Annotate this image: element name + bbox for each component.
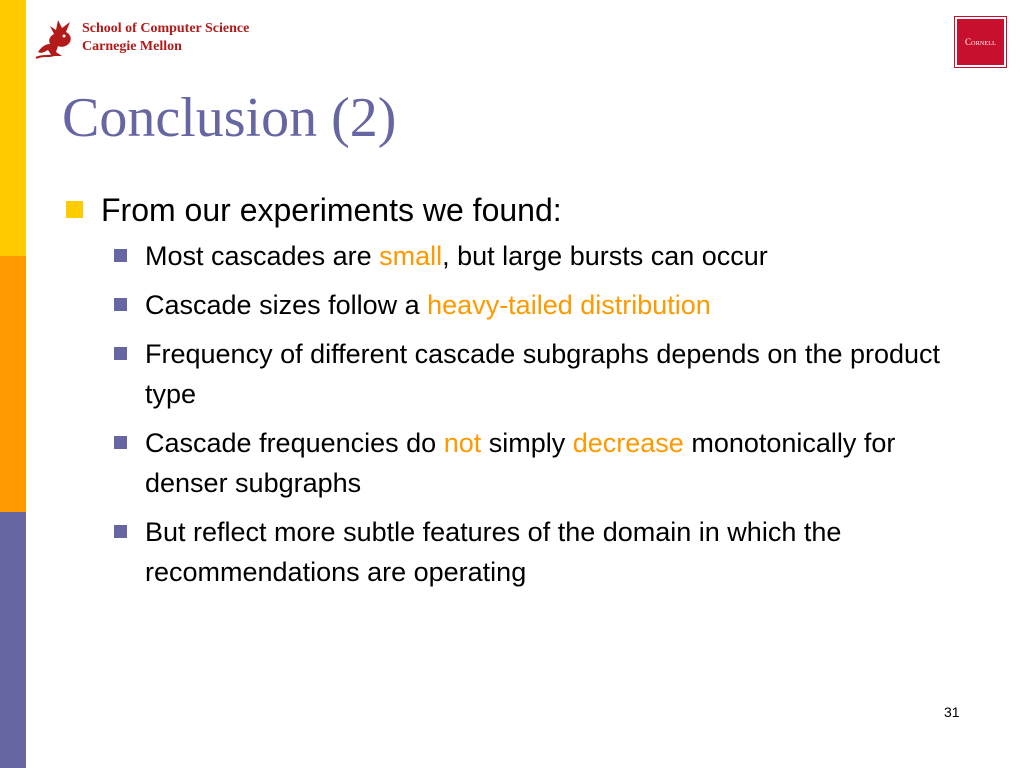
sub-bullet-5	[114, 512, 966, 592]
sub-bullet-text: But reflect more subtle features of the domain in which the recommendations are operating	[145, 517, 842, 587]
square-bullet-icon	[114, 525, 127, 538]
cornell-logo-text: Cornell	[964, 37, 997, 47]
main-bullet	[66, 188, 966, 232]
sub-bullet-list	[114, 236, 966, 592]
sub-bullet-text: Cascade sizes follow a heavy-tailed distribution	[145, 290, 711, 320]
cmu-line-2: Carnegie Mellon	[82, 39, 182, 54]
square-bullet-icon	[114, 436, 127, 449]
sub-bullet-text: Most cascades are small, but large bursts can occur	[145, 241, 768, 271]
square-bullet-icon	[114, 298, 127, 311]
side-bar-purple	[0, 512, 26, 768]
square-bullet-icon	[114, 347, 127, 360]
sub-bullet-4	[114, 423, 966, 503]
highlight-text: not	[443, 428, 482, 458]
sub-bullet-1	[114, 236, 966, 276]
slide-content	[66, 188, 966, 601]
cornell-logo	[955, 17, 1006, 67]
dragon-icon	[34, 16, 76, 60]
sub-bullet-3	[114, 334, 966, 414]
highlight-text: heavy-tailed distribution	[427, 290, 711, 320]
page-number: 31	[944, 704, 960, 720]
square-bullet-icon	[114, 249, 127, 262]
highlight-text: small	[379, 241, 443, 271]
cmu-line-1: School of Computer Science	[82, 21, 250, 36]
cmu-logo	[34, 16, 249, 60]
side-bar-yellow	[0, 0, 26, 256]
main-bullet-text: From our experiments we found:	[101, 192, 562, 228]
highlight-text: decrease	[572, 428, 684, 458]
side-bar-orange	[0, 256, 26, 512]
sub-bullet-text: Cascade frequencies do not simply decrease monotonically for denser subgraphs	[145, 428, 896, 498]
square-bullet-icon	[66, 201, 83, 218]
slide-title: Conclusion (2)	[62, 87, 397, 149]
sub-bullet-text: Frequency of different cascade subgraphs depends on the product type	[145, 339, 941, 409]
sub-bullet-2	[114, 285, 966, 325]
